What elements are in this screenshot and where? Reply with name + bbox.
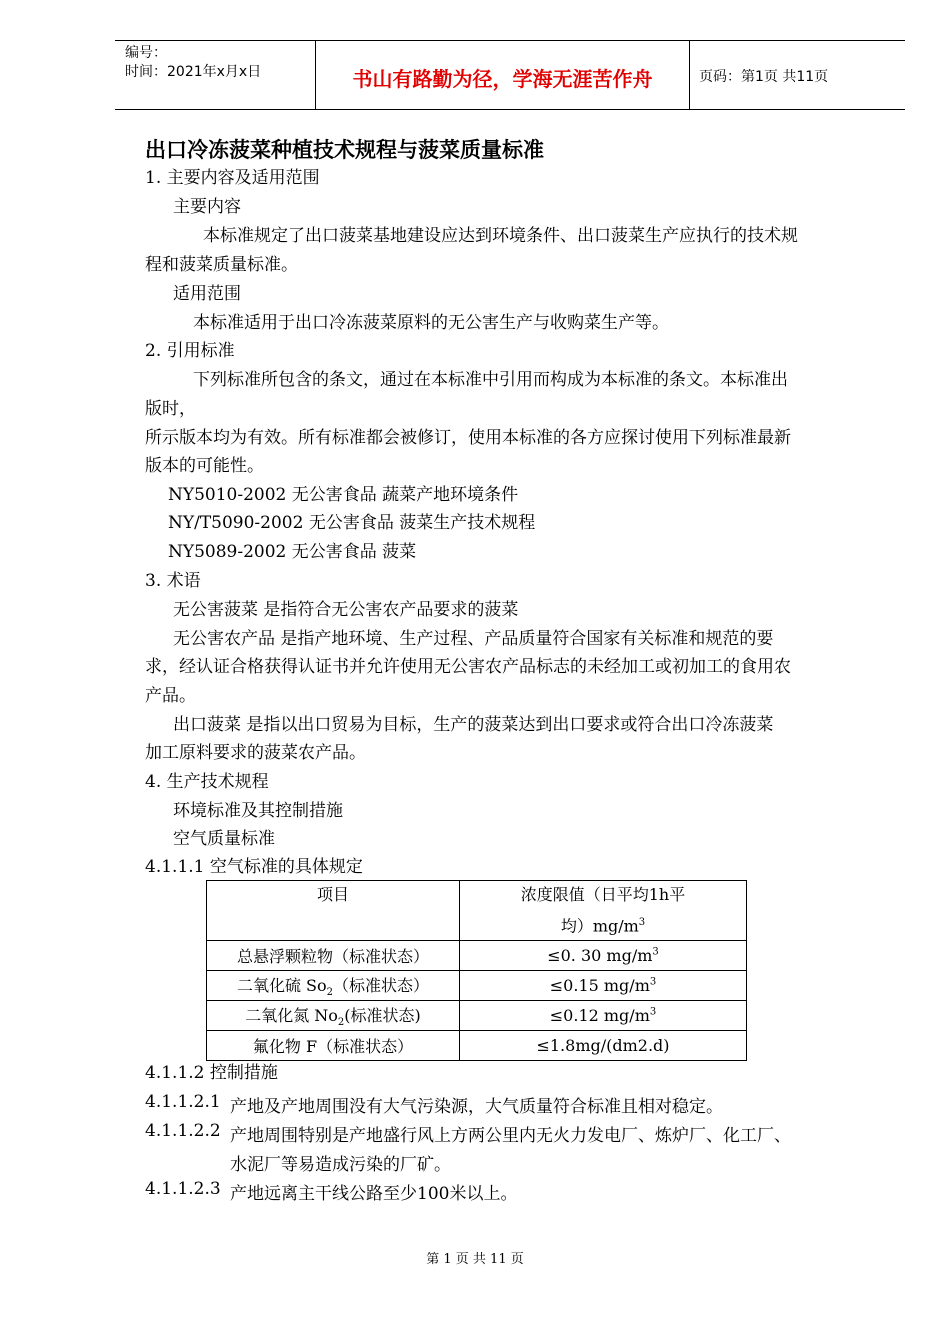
table-row xyxy=(207,941,747,971)
paragraph-line: 版时， xyxy=(145,399,196,419)
doc-time-label: 时间：2021年x月x日 xyxy=(125,64,262,80)
subsection-heading: 环境标准及其控制措施 xyxy=(173,801,343,821)
term-definition: 无公害菠菜 是指符合无公害农产品要求的菠菜 xyxy=(173,600,519,620)
subsection-heading: 4.1.1.1 空气标准的具体规定 xyxy=(145,857,363,877)
table-row xyxy=(207,1001,747,1031)
table-row xyxy=(207,971,747,1001)
clause-text: 水泥厂等易造成污染的厂矿。 xyxy=(230,1155,451,1175)
clause-number: 4.1.1.2.3 xyxy=(145,1179,221,1199)
section-heading: 2. 引用标准 xyxy=(145,341,235,361)
clause-number: 4.1.1.2.1 xyxy=(145,1092,221,1112)
paragraph-line: 加工原料要求的菠菜农产品。 xyxy=(145,743,366,763)
table-header-item: 项目 xyxy=(207,881,460,941)
clause-text: 产地及产地周围没有大气污染源，大气质量符合标准且相对稳定。 xyxy=(230,1097,723,1117)
table-cell-limit: ≤0.12 $mg/m^3$ xyxy=(460,1001,747,1031)
air-quality-table xyxy=(206,880,747,1061)
paragraph-line: 本标准适用于出口冷冻菠菜原料的无公害生产与收购菜生产等。 xyxy=(193,313,669,333)
reference-standard: NY5010-2002 无公害食品 蔬菜产地环境条件 xyxy=(168,485,519,505)
section-heading: 3. 术语 xyxy=(145,571,201,591)
header-motto: 书山有路勤为径，学海无涯苦作舟 xyxy=(352,67,653,91)
table-cell-item: 二氧化硫 $So_2$（标准状态） xyxy=(207,971,460,1001)
reference-standard: NY/T5090-2002 无公害食品 菠菜生产技术规程 xyxy=(168,513,536,533)
section-heading: 4. 生产技术规程 xyxy=(145,772,269,792)
table-row xyxy=(207,1031,747,1061)
paragraph-line: 产品。 xyxy=(145,686,196,706)
term-definition: 无公害农产品 是指产地环境、生产过程、产品质量符合国家有关标准和规范的要 xyxy=(173,629,774,649)
doc-number-label: 编号： xyxy=(125,45,167,61)
clause-text: 产地远离主干线公路至少100米以上。 xyxy=(230,1184,518,1204)
subsection-heading: 4.1.1.2 控制措施 xyxy=(145,1063,278,1083)
paragraph-line: 下列标准所包含的条文，通过在本标准中引用而构成为本标准的条文。本标准出 xyxy=(193,370,788,390)
table-cell-limit: ≤0. 30 $mg/m^3$ xyxy=(460,941,747,971)
section-heading: 1. 主要内容及适用范围 xyxy=(145,168,320,188)
page-footer: 第 1 页 共 11 页 xyxy=(426,1252,524,1267)
subsection-heading: 主要内容 xyxy=(173,197,241,217)
document-title: 出口冷冻菠菜种植技术规程与菠菜质量标准 xyxy=(145,138,544,162)
table-cell-limit: ≤1.8mg/(dm2.d) xyxy=(460,1031,747,1061)
table-header-limit: 浓度限值（日平均1h平 均）$mg/m^3$ xyxy=(460,881,747,941)
table-cell-item: 二氧化氮 $No_2$(标准状态) xyxy=(207,1001,460,1031)
paragraph-line: 求，经认证合格获得认证书并允许使用无公害农产品标志的未经加工或初加工的食用农 xyxy=(145,657,791,677)
table-cell-limit: ≤0.15 $mg/m^3$ xyxy=(460,971,747,1001)
paragraph-line: 所示版本均为有效。所有标准都会被修订，使用本标准的各方应探讨使用下列标准最新 xyxy=(145,428,791,448)
subsection-heading: 空气质量标准 xyxy=(173,829,275,849)
table-cell-item: 总悬浮颗粒物（标准状态） xyxy=(207,941,460,971)
term-definition: 出口菠菜 是指以出口贸易为目标，生产的菠菜达到出口要求或符合出口冷冻菠菜 xyxy=(173,715,774,735)
paragraph-line: 版本的可能性。 xyxy=(145,456,264,476)
header-page-info: 页码：第1页 共11页 xyxy=(699,69,829,85)
paragraph-line: 本标准规定了出口菠菜基地建设应达到环境条件、出口菠菜生产应执行的技术规 xyxy=(203,226,798,246)
clause-text: 产地周围特别是产地盛行风上方两公里内无火力发电厂、炼炉厂、化工厂、 xyxy=(230,1126,791,1146)
table-header-row xyxy=(207,881,747,941)
header-meta xyxy=(125,44,261,82)
reference-standard: NY5089-2002 无公害食品 菠菜 xyxy=(168,542,417,562)
subsection-heading: 适用范围 xyxy=(173,284,241,304)
table-cell-item: 氟化物 F（标准状态） xyxy=(207,1031,460,1061)
page-header xyxy=(115,40,905,110)
paragraph-line: 程和菠菜质量标准。 xyxy=(145,255,298,275)
header-divider xyxy=(689,41,690,109)
clause-number: 4.1.1.2.2 xyxy=(145,1121,221,1141)
